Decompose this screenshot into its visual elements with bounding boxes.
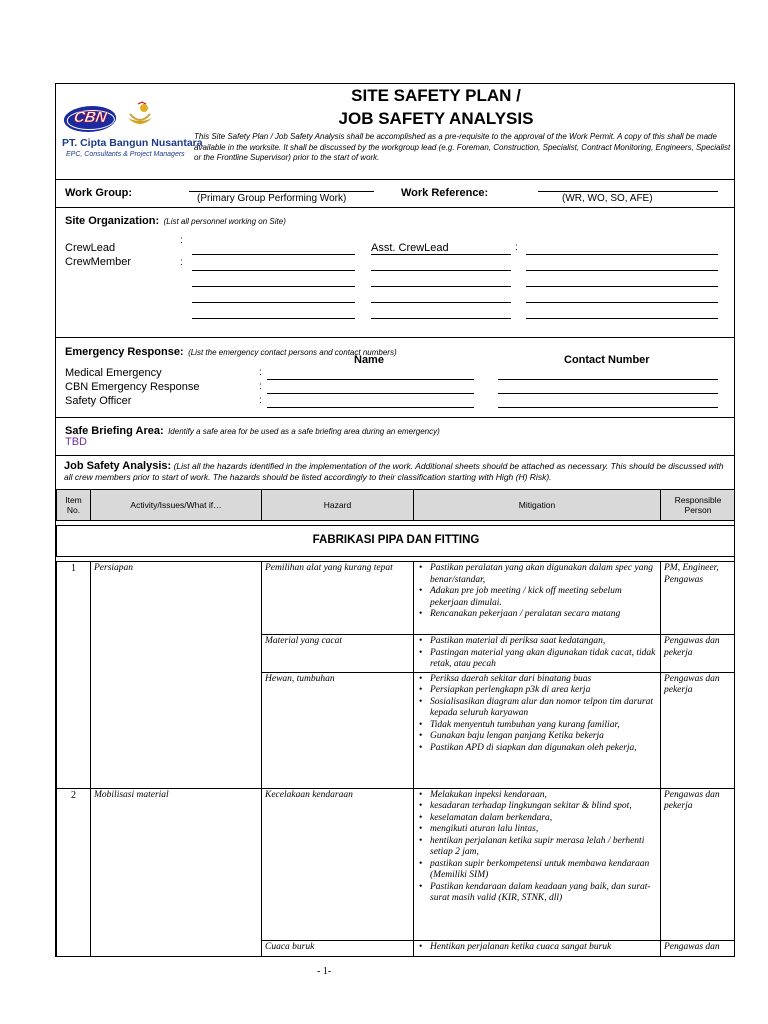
list-item: • Pastikan kendaraan dalam keadaan yang baik, dan surat-surat masih valid (KIR, STNK, dll) bbox=[430, 882, 657, 905]
header-section bbox=[56, 84, 734, 180]
list-item: • Pastikan APD di siapkan dan digunakan oleh pekerja, bbox=[430, 743, 657, 755]
header-activity: Activity/Issues/What if… bbox=[91, 490, 262, 521]
mitigation-cell bbox=[414, 635, 661, 673]
responsible-cell: Pengawas dan pekerja bbox=[661, 672, 736, 788]
crew-member-label: CrewMember bbox=[65, 256, 132, 268]
mitigation-cell bbox=[414, 788, 661, 940]
asst-field-4[interactable] bbox=[371, 302, 511, 303]
crew-member-field-3[interactable] bbox=[192, 302, 355, 303]
jsa-note: (List all the hazards identified in the implementation of the work. Additional sheets should be attached as necessary. This should be discussed with all crew members prior to start of work. The hazards should be listed accordingly to their classification starting with High (H) Risk). bbox=[64, 461, 724, 482]
hazard-cell: Pemilihan alat yang kurang tepat bbox=[262, 562, 414, 635]
asst-crew-lead-field-right[interactable] bbox=[526, 254, 718, 255]
briefing-value: TBD bbox=[65, 436, 87, 448]
list-item: • Gunakan baju lengan panjang Ketika bekerja bbox=[430, 731, 657, 743]
safety-officer-label: Safety Officer bbox=[65, 395, 132, 407]
emergency-note: (List the emergency contact persons and contact numbers) bbox=[188, 348, 397, 357]
medical-contact-field[interactable] bbox=[498, 379, 718, 380]
cbn-name-field[interactable] bbox=[267, 393, 474, 394]
safety-name-field[interactable] bbox=[267, 407, 474, 408]
work-group-section bbox=[56, 180, 734, 208]
safe-briefing-section bbox=[56, 418, 734, 456]
cbn-emergency-label: CBN Emergency Response bbox=[65, 381, 200, 393]
list-item: • Hentikan perjalanan ketika cuaca sangat buruk bbox=[430, 942, 657, 954]
work-reference-field[interactable] bbox=[538, 191, 718, 192]
right-field-2[interactable] bbox=[526, 270, 718, 271]
cbn-contact-field[interactable] bbox=[498, 393, 718, 394]
jsa-label: Job Safety Analysis: bbox=[64, 460, 172, 472]
responsible-cell: Pengawas dan bbox=[661, 940, 736, 957]
activity-cell: Mobilisasi material bbox=[91, 788, 262, 957]
crew-member-field-2[interactable] bbox=[192, 286, 355, 287]
crew-lead-label: CrewLead bbox=[65, 242, 116, 254]
company-tagline: EPC, Consultants & Project Managers bbox=[66, 151, 185, 158]
work-group-label: Work Group: bbox=[65, 187, 133, 199]
medical-name-field[interactable] bbox=[267, 379, 474, 380]
item-number: 1 bbox=[57, 562, 91, 789]
site-organization-section bbox=[56, 208, 734, 338]
mitigation-cell bbox=[414, 940, 661, 957]
hazard-cell: Hewan, tumbuhan bbox=[262, 672, 414, 788]
jsa-intro bbox=[64, 461, 730, 483]
asst-field-3[interactable] bbox=[371, 286, 511, 287]
table-row bbox=[57, 788, 736, 940]
responsible-cell: PM, Engineer, Pengawas bbox=[661, 562, 736, 635]
site-org-note: (List all personnel working on Site) bbox=[163, 217, 286, 226]
list-item: • Melakukan inpeksi kendaraan, bbox=[430, 790, 657, 802]
jsa-table bbox=[56, 489, 735, 957]
colon-1: : bbox=[259, 367, 262, 378]
right-field-5[interactable] bbox=[526, 318, 718, 319]
safety-contact-field[interactable] bbox=[498, 407, 718, 408]
emergency-response-section bbox=[56, 338, 734, 418]
document-page bbox=[55, 83, 735, 957]
responsible-cell: Pengawas dan pekerja bbox=[661, 635, 736, 673]
list-item: • Persiapkan perlengkapn p3k di area kerja bbox=[430, 685, 657, 697]
crew-lead-colon: : bbox=[180, 235, 183, 246]
list-item: • Periksa daerah sekitar dari binatang buas bbox=[430, 674, 657, 686]
right-field-4[interactable] bbox=[526, 302, 718, 303]
cbn-logo bbox=[62, 106, 119, 132]
work-group-field[interactable] bbox=[189, 191, 374, 192]
hazard-cell: Material yang cacat bbox=[262, 635, 414, 673]
medical-emergency-label: Medical Emergency bbox=[65, 367, 162, 379]
contact-column-header: Contact Number bbox=[564, 354, 650, 366]
mitigation-cell bbox=[414, 562, 661, 635]
crew-member-field-4[interactable] bbox=[192, 318, 355, 319]
header-item-no: Item No. bbox=[57, 490, 91, 521]
item-number: 2 bbox=[57, 788, 91, 957]
hazard-cell: Kecelakaan kendaraan bbox=[262, 788, 414, 940]
list-item: • keselamatan dalam berkendara, bbox=[430, 813, 657, 825]
header-hazard: Hazard bbox=[262, 490, 414, 521]
crew-member-field-1[interactable] bbox=[192, 270, 355, 271]
list-item: • Pastikan peralatan yang akan digunakan dalam spec yang benar/standar, bbox=[430, 563, 657, 586]
list-item: • Rencanakan pekerjaan / peralatan secara matang bbox=[430, 609, 657, 621]
logo-text: CBN bbox=[72, 109, 109, 126]
page-number: - 1- bbox=[317, 966, 332, 977]
work-reference-label: Work Reference: bbox=[401, 187, 489, 199]
header-responsible: Responsible Person bbox=[661, 490, 736, 521]
list-item: • Pastingan material yang akan digunakan tidak cacat, tidak retak, atau pecah bbox=[430, 648, 657, 671]
title-line1: SITE SAFETY PLAN / bbox=[351, 86, 521, 105]
title-line2: JOB SAFETY ANALYSIS bbox=[338, 109, 534, 128]
mitigation-cell bbox=[414, 672, 661, 788]
activity-cell: Persiapan bbox=[91, 562, 262, 789]
asst-crew-lead-colon: : bbox=[515, 242, 518, 253]
section-title-row bbox=[57, 526, 736, 557]
list-item: • Sosialisasikan diagram alur dan nomor telpon tim darurat kepada seluruh karyawan bbox=[430, 697, 657, 720]
asst-crew-lead-field[interactable] bbox=[371, 254, 511, 255]
header-mitigation: Mitigation bbox=[414, 490, 661, 521]
work-reference-hint: (WR, WO, SO, AFE) bbox=[562, 193, 653, 204]
emergency-label: Emergency Response: bbox=[65, 346, 184, 358]
list-item: • kesadaran terhadap lingkungan sekitar & blind spot, bbox=[430, 801, 657, 813]
table-header-row bbox=[57, 490, 736, 521]
asst-crew-lead-label: Asst. CrewLead bbox=[371, 242, 449, 254]
work-group-hint: (Primary Group Performing Work) bbox=[197, 193, 347, 204]
company-name: PT. Cipta Bangun Nusantara bbox=[62, 137, 203, 149]
crew-member-colon: : bbox=[180, 257, 183, 268]
list-item: • hentikan perjalanan ketika supir merasa lelah / berhenti setiap 2 jam, bbox=[430, 836, 657, 859]
list-item: • pastikan supir berkompetensi untuk membawa kendaraan (Memiliki SIM) bbox=[430, 859, 657, 882]
crew-lead-field[interactable] bbox=[192, 254, 355, 255]
section-title: FABRIKASI PIPA DAN FITTING bbox=[57, 526, 736, 557]
briefing-label: Safe Briefing Area: bbox=[65, 425, 164, 437]
asst-field-5[interactable] bbox=[371, 318, 511, 319]
list-item: • Tidak menyentuh tumbuhan yang kurang familiar, bbox=[430, 720, 657, 732]
right-field-3[interactable] bbox=[526, 286, 718, 287]
responsible-cell: Pengawas dan pekerja bbox=[661, 788, 736, 940]
hazard-cell: Cuaca buruk bbox=[262, 940, 414, 957]
table-row bbox=[57, 562, 736, 635]
emblem-icon bbox=[124, 100, 156, 130]
briefing-note: Identify a safe area for be used as a safe briefing area during an emergency) bbox=[168, 427, 440, 436]
intro-text: This Site Safety Plan / Job Safety Analysis shall be accomplished as a pre-requisite to the approval of the Work Permit. A copy of this shall be made available in the worksite. It shall be discussed by the workgroup lead (e.g. Foreman, Construction, Specialist, Contract Monitoring, Engineers, Specialist or the Frontline Supervisor) prior to the start of work. bbox=[194, 132, 731, 162]
list-item: • Adakan pre job meeting / kick off meeting sebelum pekerjaan dimulai. bbox=[430, 586, 657, 609]
site-org-label: Site Organization: bbox=[65, 215, 160, 227]
name-column-header: Name bbox=[354, 354, 384, 366]
list-item: • Pastikan material di periksa saat kedatangan, bbox=[430, 636, 657, 648]
asst-field-2[interactable] bbox=[371, 270, 511, 271]
list-item: • mengikuti aturan lalu lintas, bbox=[430, 824, 657, 836]
colon-2: : bbox=[259, 381, 262, 392]
colon-3: : bbox=[259, 395, 262, 406]
